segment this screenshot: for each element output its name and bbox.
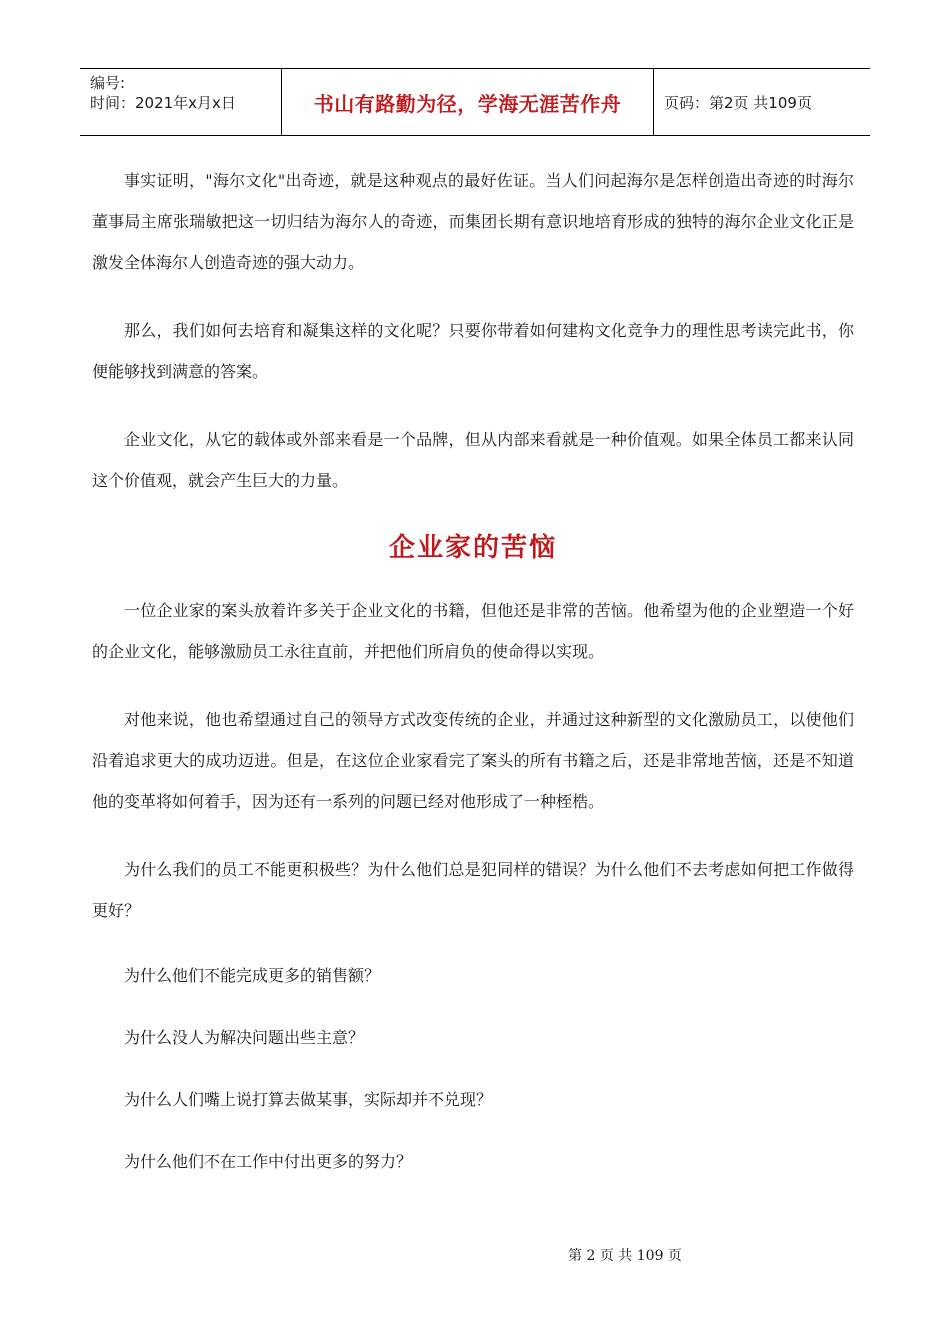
date-label: 时间：2021年x月x日 bbox=[90, 94, 236, 112]
document-body bbox=[92, 160, 854, 1206]
footer-page-number: 第 2 页 共 109 页 bbox=[568, 1248, 682, 1264]
page-header bbox=[80, 68, 870, 136]
question-item: 为什么没人为解决问题出些主意？ bbox=[124, 1028, 365, 1047]
question-item: 为什么他们不在工作中付出更多的努力？ bbox=[124, 1152, 413, 1171]
question-item: 为什么人们嘴上说打算去做某事，实际却并不兑现？ bbox=[124, 1090, 493, 1109]
paragraph: 一位企业家的案头放着许多关于企业文化的书籍，但他还是非常的苦恼。他希望为他的企业塑造一个好的企业文化，能够激励员工永往直前，并把他们所肩负的使命得以实现。 bbox=[92, 601, 854, 661]
paragraph: 为什么我们的员工不能更积极些？为什么他们总是犯同样的错误？为什么他们不去考虑如何把工作做得更好？ bbox=[92, 860, 854, 920]
header-meta bbox=[80, 69, 282, 135]
header-page-info bbox=[654, 69, 870, 135]
number-label: 编号: bbox=[90, 74, 126, 92]
paragraph: 对他来说，他也希望通过自己的领导方式改变传统的企业，并通过这种新型的文化激励员工，以使他们沿着追求更大的成功迈进。但是，在这位企业家看完了案头的所有书籍之后，还是非常地苦恼，还是不知道他的变革将如何着手，因为还有一系列的问题已经对他形成了一种桎梏。 bbox=[92, 710, 854, 811]
page-footer bbox=[0, 1245, 950, 1265]
paragraph: 企业文化，从它的载体或外部来看是一个品牌，但从内部来看就是一种价值观。如果全体员工都来认同这个价值观，就会产生巨大的力量。 bbox=[92, 430, 854, 490]
section-title: 企业家的苦恼 bbox=[388, 533, 557, 563]
paragraph: 事实证明，"海尔文化"出奇迹，就是这种观点的最好佐证。当人们问起海尔是怎样创造出奇迹的时海尔董事局主席张瑞敏把这一切归结为海尔人的奇迹，而集团长期有意识地培育形成的独特的海尔企业文化正是激发全体海尔人创造奇迹的强大动力。 bbox=[92, 171, 854, 272]
question-item: 为什么他们不能完成更多的销售额？ bbox=[124, 966, 381, 985]
header-motto bbox=[282, 69, 654, 135]
motto-text: 书山有路勤为径，学海无涯苦作舟 bbox=[313, 91, 622, 116]
paragraph: 那么，我们如何去培育和凝集这样的文化呢？只要你带着如何建构文化竞争力的理性思考读完此书，你便能够找到满意的答案。 bbox=[92, 321, 854, 381]
page-info-text: 页码：第2页 共109页 bbox=[664, 93, 812, 112]
